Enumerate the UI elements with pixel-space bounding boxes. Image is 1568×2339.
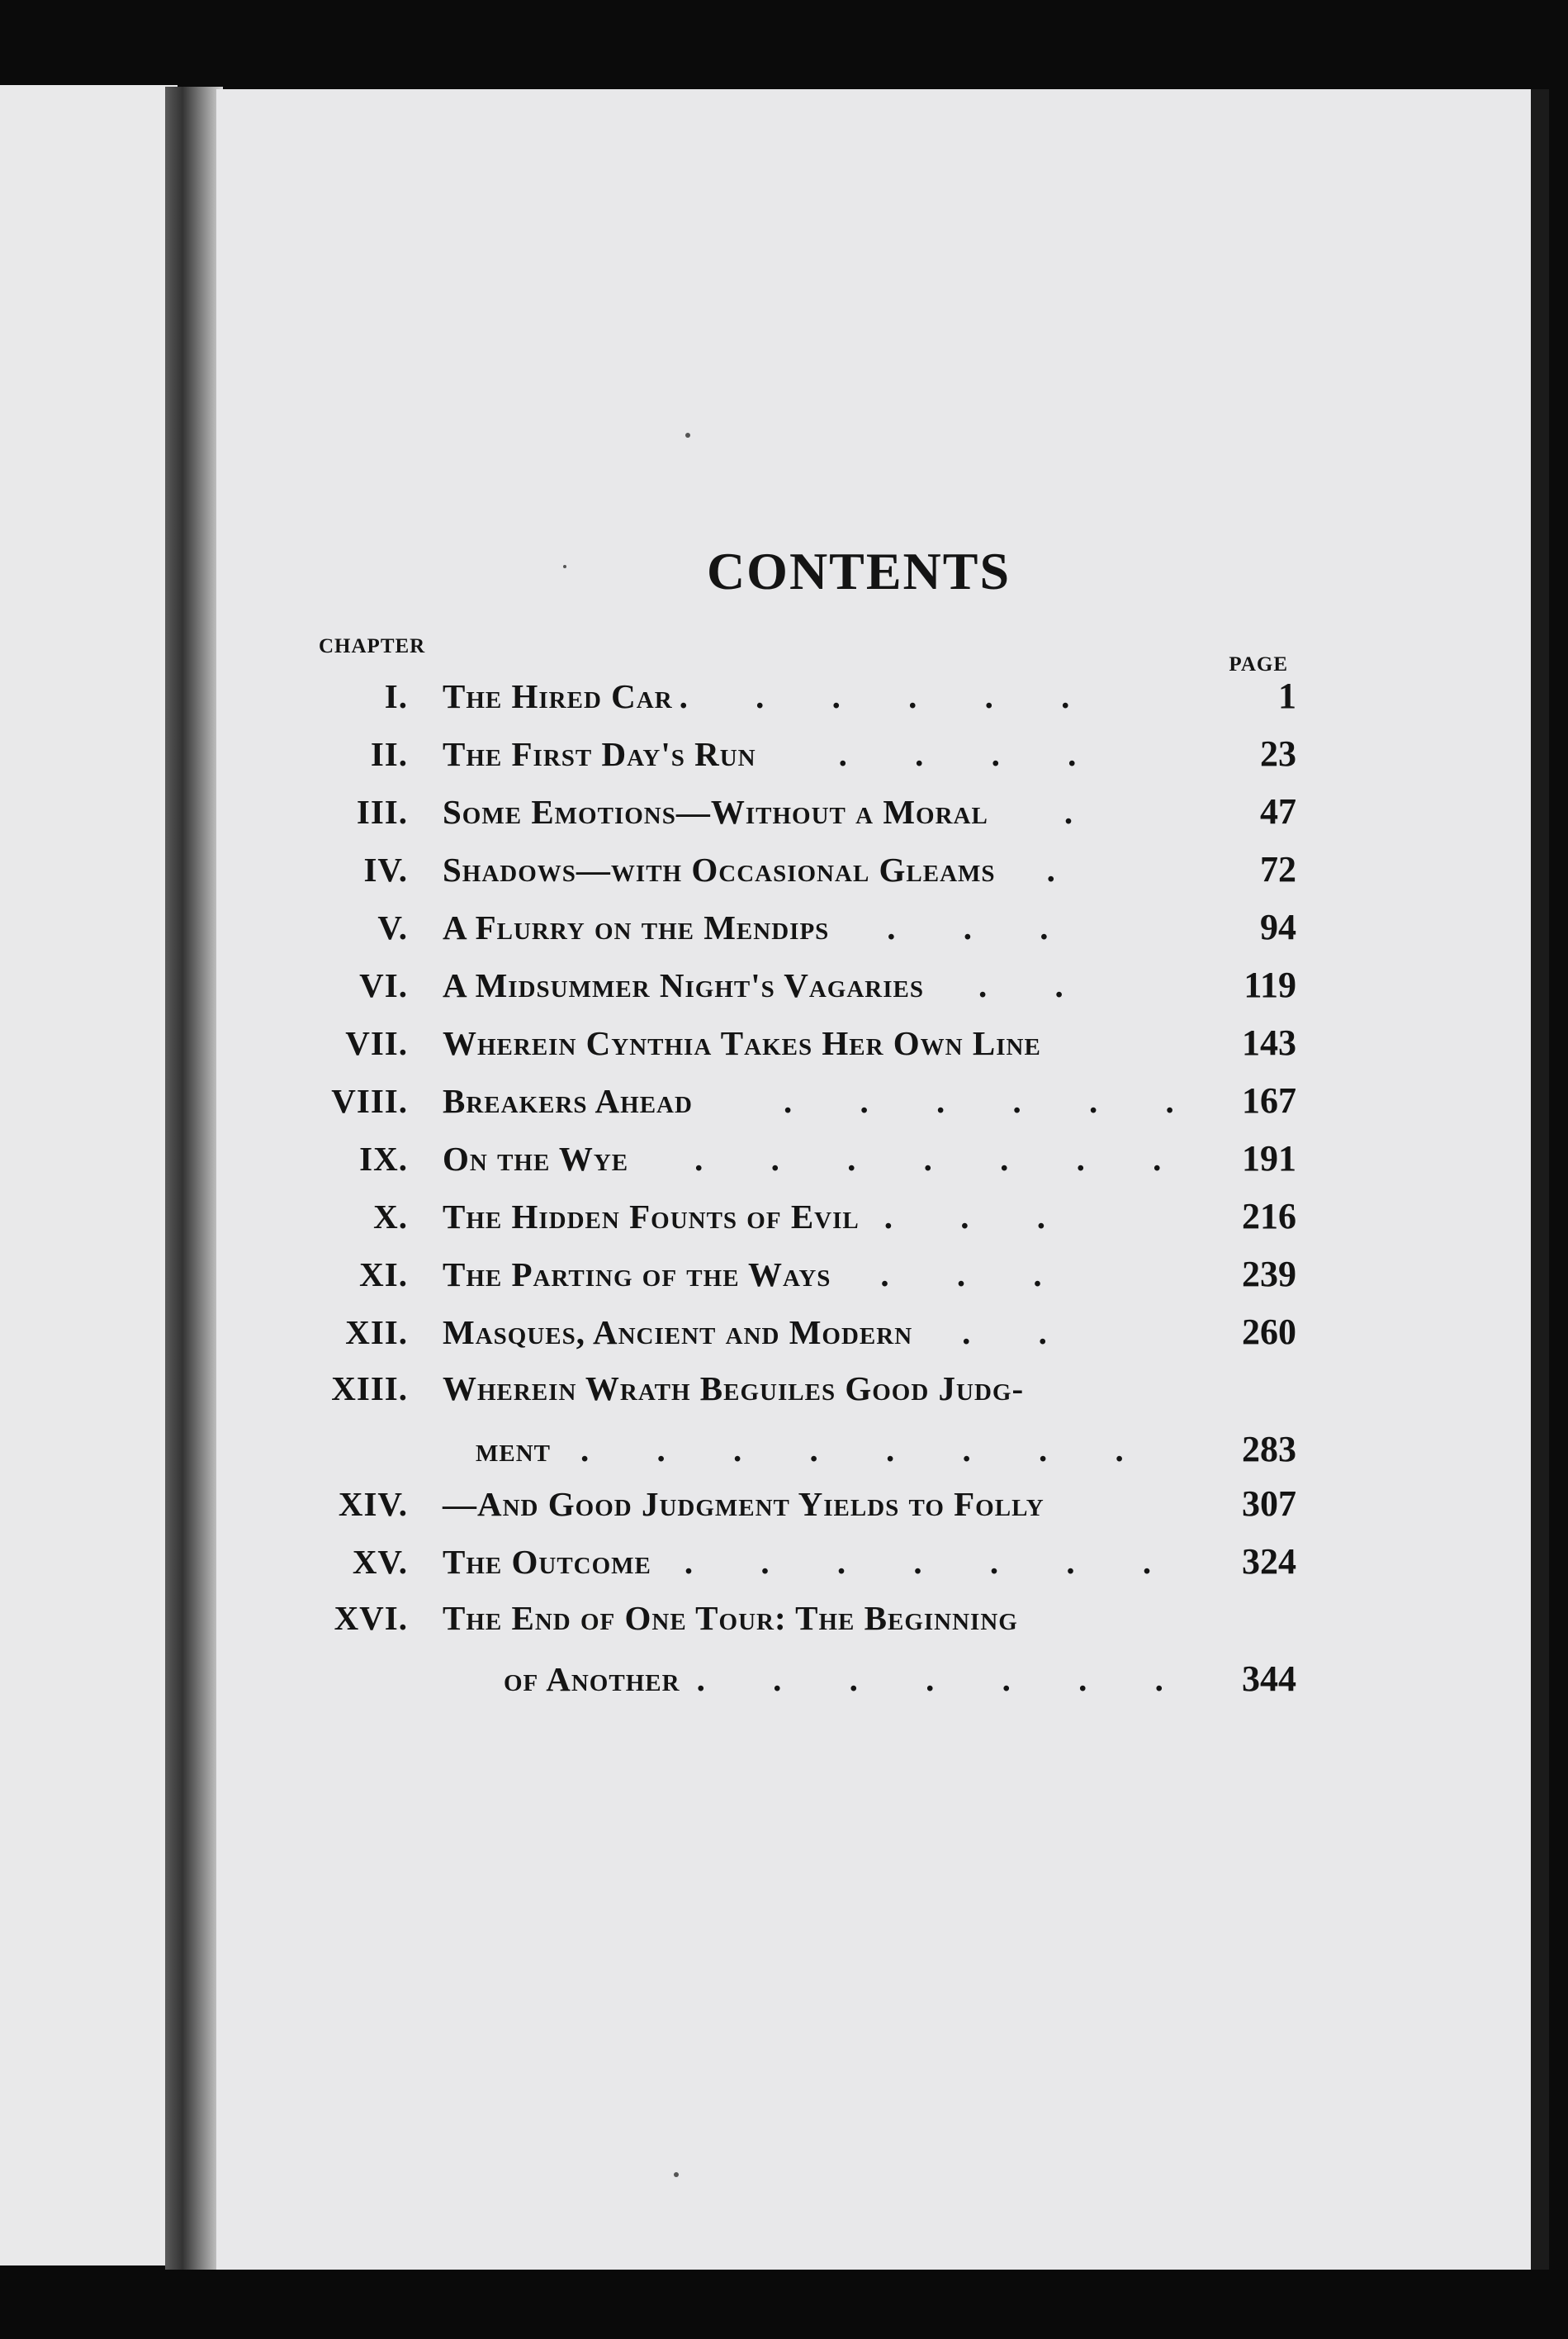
chapter-number: IV. [363,851,408,889]
chapter-title: The Parting of the Ways [443,1255,831,1293]
entry-body-continued [476,1430,1230,1469]
chapter-title: A Midsummer Night's Vagaries [443,966,925,1004]
chapter-number: III. [356,793,408,831]
chapter-number: V. [377,909,408,947]
entry-body [443,1197,1230,1236]
chapter-number: VIII. [331,1082,408,1120]
toc-entry [297,675,1296,733]
leader-dots: . . [978,966,1093,1004]
entry-body [443,1023,1230,1063]
toc-entry [297,848,1296,906]
leader-dots: . . . . . . [783,1082,1204,1120]
leader-dots [1041,1024,1048,1062]
leader-dots: . . [962,1313,1077,1351]
entry-body [443,1484,1230,1524]
chapter-title: Breakers Ahead [443,1082,693,1120]
chapter-title: The First Day's Run [443,735,756,773]
toc-entry [297,964,1296,1022]
table-of-contents [297,541,1296,1712]
page-number: 94 [1260,907,1296,947]
page-number: 307 [1242,1483,1296,1524]
toc-entry [297,1253,1296,1311]
toc-entry [297,1079,1296,1137]
leader-dots: . [1046,851,1085,889]
book-gutter [165,87,223,2275]
facing-page-edge [0,85,178,2265]
chapter-title: On the Wye [443,1140,629,1178]
page-number: 216 [1242,1196,1296,1236]
leader-dots [1045,1485,1051,1523]
chapter-title: A Flurry on the Mendips [443,909,830,947]
leader-dots: . [1063,793,1103,831]
chapter-number: XIII. [331,1369,408,1407]
chapter-title: —And Good Judgment Yields to Folly [443,1485,1045,1523]
entry-body [443,676,1230,716]
chapter-title: The End of One Tour: The Beginning [443,1599,1018,1637]
leader-dots: . . . [887,909,1078,947]
column-headings [297,635,1296,675]
leader-dots: . . . . . . . [694,1140,1191,1178]
leader-dots: . . . . [838,735,1106,773]
leader-dots: . . . [883,1198,1075,1236]
entry-body [443,1598,1296,1638]
leader-dots: . . . . . . . [684,1543,1182,1581]
chapter-title: Some Emotions—Without a Moral [443,793,988,831]
toc-entry [297,1540,1296,1598]
chapter-number: XIV. [338,1485,408,1523]
chapter-number: XII. [345,1313,408,1351]
chapter-number: I. [384,677,408,715]
entry-body [443,1081,1230,1121]
chapter-number: IX. [359,1140,408,1178]
leader-dots: . . . . . . . [696,1660,1193,1698]
chapter-heading: CHAPTER [319,635,426,657]
toc-entry [297,790,1296,848]
page-number: 119 [1244,965,1296,1005]
leader-dots: . . . [880,1255,1072,1293]
entry-body [443,850,1230,890]
chapter-title: Shadows—with Occasional Gleams [443,851,996,889]
page-number: 191 [1242,1138,1296,1179]
toc-entry [297,1311,1296,1369]
page-number: 47 [1260,791,1296,832]
chapter-number: XI. [359,1255,408,1293]
scan-bottom-border [0,2270,1568,2339]
page-number: 239 [1242,1254,1296,1294]
page-number: 260 [1242,1312,1296,1352]
chapter-number: XVI. [334,1599,408,1637]
chapter-title: The Hidden Founts of Evil [443,1198,860,1236]
chapter-title: Masques, Ancient and Modern [443,1313,913,1351]
toc-entry [297,1483,1296,1540]
chapter-number: X. [373,1198,408,1236]
chapter-title: Wherein Cynthia Takes Her Own Line [443,1024,1041,1062]
toc-entry [297,1195,1296,1253]
leader-dots: . . . . . . . . [580,1430,1153,1468]
chapter-number: XV. [352,1543,408,1581]
chapter-title: Wherein Wrath Beguiles Good Judg- [443,1369,1025,1407]
page-number: 143 [1242,1022,1296,1063]
chapter-title: The Hired Car [443,677,673,715]
chapter-number: VI. [359,966,408,1004]
chapter-number: II. [370,735,408,773]
entry-body [443,1255,1230,1294]
chapter-title: The Outcome [443,1543,651,1581]
page-right-edge [1531,89,1549,2270]
entry-body [443,1369,1296,1408]
entry-body [443,1312,1230,1352]
toc-entry [297,906,1296,964]
chapter-title-continued: of Another [504,1660,680,1698]
chapter-number: VII. [345,1024,408,1062]
entry-body [443,1542,1230,1582]
page-number: 72 [1260,849,1296,890]
toc-entry [297,1137,1296,1195]
entry-body [443,1139,1230,1179]
page-number: 283 [1242,1429,1296,1469]
toc-entry [297,1022,1296,1079]
entry-body [443,734,1230,774]
entry-body [443,965,1230,1005]
leader-dots: . . . . . . [679,677,1100,715]
page-number: 1 [1278,676,1296,716]
page-heading: PAGE [1229,653,1288,676]
paper-speck [685,433,690,438]
chapter-title-continued: ment [476,1430,551,1468]
entry-body-continued [504,1659,1230,1699]
contents-title: CONTENTS [706,542,1011,600]
page-number: 23 [1260,733,1296,774]
page-number: 167 [1242,1080,1296,1121]
page-number: 324 [1242,1541,1296,1582]
toc-entry [297,1369,1296,1483]
page-number: 344 [1242,1658,1296,1699]
toc-entry [297,1598,1296,1712]
paper-speck [674,2172,679,2177]
entry-body [443,908,1230,947]
toc-entry [297,733,1296,790]
entry-body [443,792,1230,832]
